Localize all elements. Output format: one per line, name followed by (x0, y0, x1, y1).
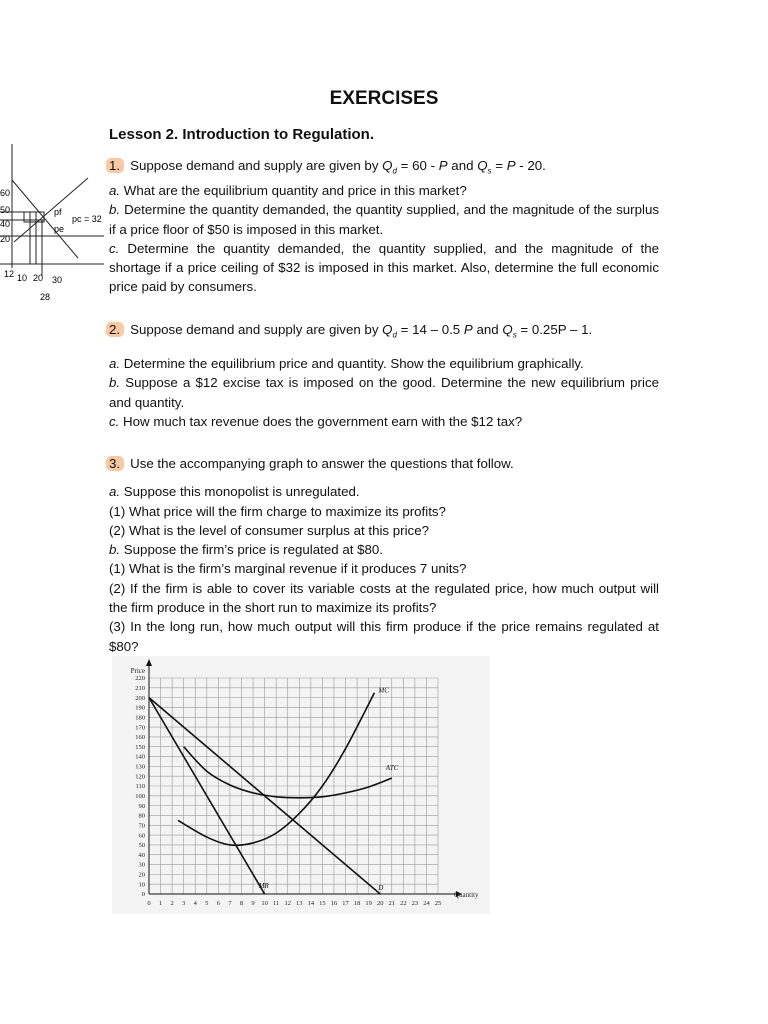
series-mr-label: MR (258, 882, 269, 890)
y-tick-label: 40 (138, 851, 145, 859)
x-tick-label: 3 (182, 900, 186, 907)
question-1-part-b: b. Determine the quantity demanded, the quantity supplied, and the magnitude of the surplus if a price floor of $50 is imposed in this market. (109, 202, 659, 237)
supply-demand-sketch (0, 140, 108, 310)
question-1-intro: 1. Suppose demand and supply are given by $Q_d = 60 - P$ and $Q_s = P - 20$. (109, 156, 659, 181)
question-3-a2: (2) What is the level of consumer surplus at this price? (109, 522, 429, 538)
series-mc-label: MC (378, 686, 389, 695)
series-d-label: D (378, 884, 384, 892)
y-tick-label: 120 (135, 773, 145, 781)
question-2-part-a: a. Determine the equilibrium price and quantity. Show the equilibrium graphically. (109, 355, 584, 371)
x-tick-label: 10 (261, 900, 268, 907)
question-3-b1: (1) What is the firm’s marginal revenue if it produces 7 units? (109, 561, 467, 577)
series-atc-label: ATC (385, 764, 399, 773)
y-tick-label: 180 (135, 714, 145, 722)
question-3-part-a: a. Suppose this monopolist is unregulated. (109, 484, 360, 500)
y-tick-label: 110 (135, 783, 145, 791)
x-tick-label: 18 (353, 900, 361, 907)
y-tick-label: 190 (135, 704, 145, 712)
x-tick-label: 13 (296, 900, 303, 907)
x-tick-label: 17 (342, 900, 349, 907)
x-tick-label: 22 (400, 900, 407, 907)
x-tick-label: 23 (411, 900, 419, 907)
sketch-label-28: 28 (40, 292, 51, 302)
question-3-b2: (2) If the firm is able to cover its variable costs at the regulated price, how much output will the firm produce in the short run to maximize its profits? (109, 580, 659, 616)
sketch-demand-line (12, 180, 78, 258)
x-tick-label: 7 (228, 900, 232, 907)
sketch-label-20: 20 (0, 234, 11, 244)
y-tick-label: 80 (138, 812, 145, 820)
x-tick-label: 9 (251, 900, 255, 907)
question-1-part-c: c. Determine the quantity demanded, the quantity supplied, and the magnitude of the shortage if a price ceiling of $32 is imposed in this market. Also, determine the full economic price paid by consumers. (109, 240, 659, 295)
x-tick-label: 19 (365, 900, 372, 907)
question-1-part-a: a. What are the equilibrium quantity and price in this market? (109, 182, 467, 198)
sketch-label-50: 50 (0, 205, 11, 215)
question-3 (109, 454, 659, 656)
question-2-part-b: b. Suppose a $12 excise tax is imposed on the good. Determine the new equilibrium price and quantity. (109, 375, 659, 410)
y-tick-label: 130 (135, 763, 145, 771)
x-tick-label: 14 (307, 900, 315, 907)
sketch-label-pf: pf (54, 207, 62, 217)
question-3-a1: (1) What price will the firm charge to maximize its profits? (109, 503, 446, 519)
y-axis-label: Price (130, 667, 145, 675)
x-tick-label: 11 (273, 900, 280, 907)
question-2-intro: 2. Suppose demand and supply are given by $Q_d = 14 - 0.5$ P and $Q_s = 0.25P - 1$. (109, 320, 659, 345)
y-tick-label: 30 (138, 861, 145, 869)
x-tick-label: 16 (330, 900, 338, 907)
y-tick-label: 70 (138, 822, 145, 830)
question-2-part-c: c. How much tax revenue does the government earn with the $12 tax? (109, 413, 523, 429)
y-tick-label: 50 (138, 842, 145, 850)
sketch-label-40: 40 (0, 219, 11, 229)
lesson-heading: Lesson 2. Introduction to Regulation. (109, 126, 374, 143)
y-tick-label: 140 (135, 753, 145, 761)
sketch-label-60: 60 (0, 188, 11, 198)
y-tick-label: 210 (135, 685, 145, 693)
x-tick-label: 1 (158, 900, 163, 907)
y-tick-label: 100 (135, 793, 145, 801)
y-tick-label: 90 (138, 802, 145, 810)
x-tick-label: 21 (388, 900, 396, 907)
y-tick-label: 60 (138, 832, 145, 840)
y-tick-label: 150 (135, 743, 145, 751)
question-2 (109, 320, 659, 431)
sketch-label-pc: pc = 32 (72, 214, 102, 224)
x-axis-label: Quantity (454, 891, 479, 899)
y-tick-label: 160 (135, 734, 145, 742)
sketch-label-10: 10 (17, 273, 28, 283)
question-3-intro: 3. Use the accompanying graph to answer the questions that follow. (109, 454, 659, 473)
x-tick-label: 0 (147, 900, 151, 907)
question-1 (109, 156, 659, 297)
x-tick-label: 4 (193, 900, 197, 907)
question-3-b3: (3) In the long run, how much output will this firm produce if the price remains regulated at $80? (109, 619, 659, 654)
x-tick-label: 20 (376, 900, 384, 907)
sketch-label-12: 12 (4, 269, 15, 279)
x-tick-label: 25 (434, 900, 442, 907)
x-tick-label: 2 (170, 900, 174, 907)
sketch-supply-line (14, 178, 88, 242)
question-3-part-b: b. Suppose the firm’s price is regulated at $80. (109, 542, 383, 558)
question-2-number: 2. (106, 322, 124, 337)
x-tick-label: 15 (319, 900, 326, 907)
question-3-number: 3. (106, 456, 124, 471)
x-tick-label: 24 (423, 900, 430, 907)
chart-background (112, 656, 490, 914)
x-tick-label: 8 (239, 900, 244, 907)
sketch-label-pe: pe (54, 224, 65, 234)
y-tick-label: 10 (138, 881, 145, 889)
y-tick-label: 0 (141, 891, 145, 899)
x-tick-label: 5 (205, 900, 209, 907)
x-tick-label: 12 (284, 900, 291, 907)
page-title: EXERCISES (329, 88, 439, 109)
sketch-label-20x: 20 (33, 273, 44, 283)
monopoly-cost-chart (112, 656, 490, 914)
question-1-number: 1. (106, 158, 124, 173)
sketch-label-30: 30 (52, 275, 63, 285)
y-tick-label: 170 (135, 724, 145, 732)
y-tick-label: 20 (138, 871, 145, 879)
x-tick-label: 6 (216, 900, 220, 907)
y-tick-label: 200 (135, 694, 145, 702)
y-tick-label: 220 (135, 675, 145, 683)
